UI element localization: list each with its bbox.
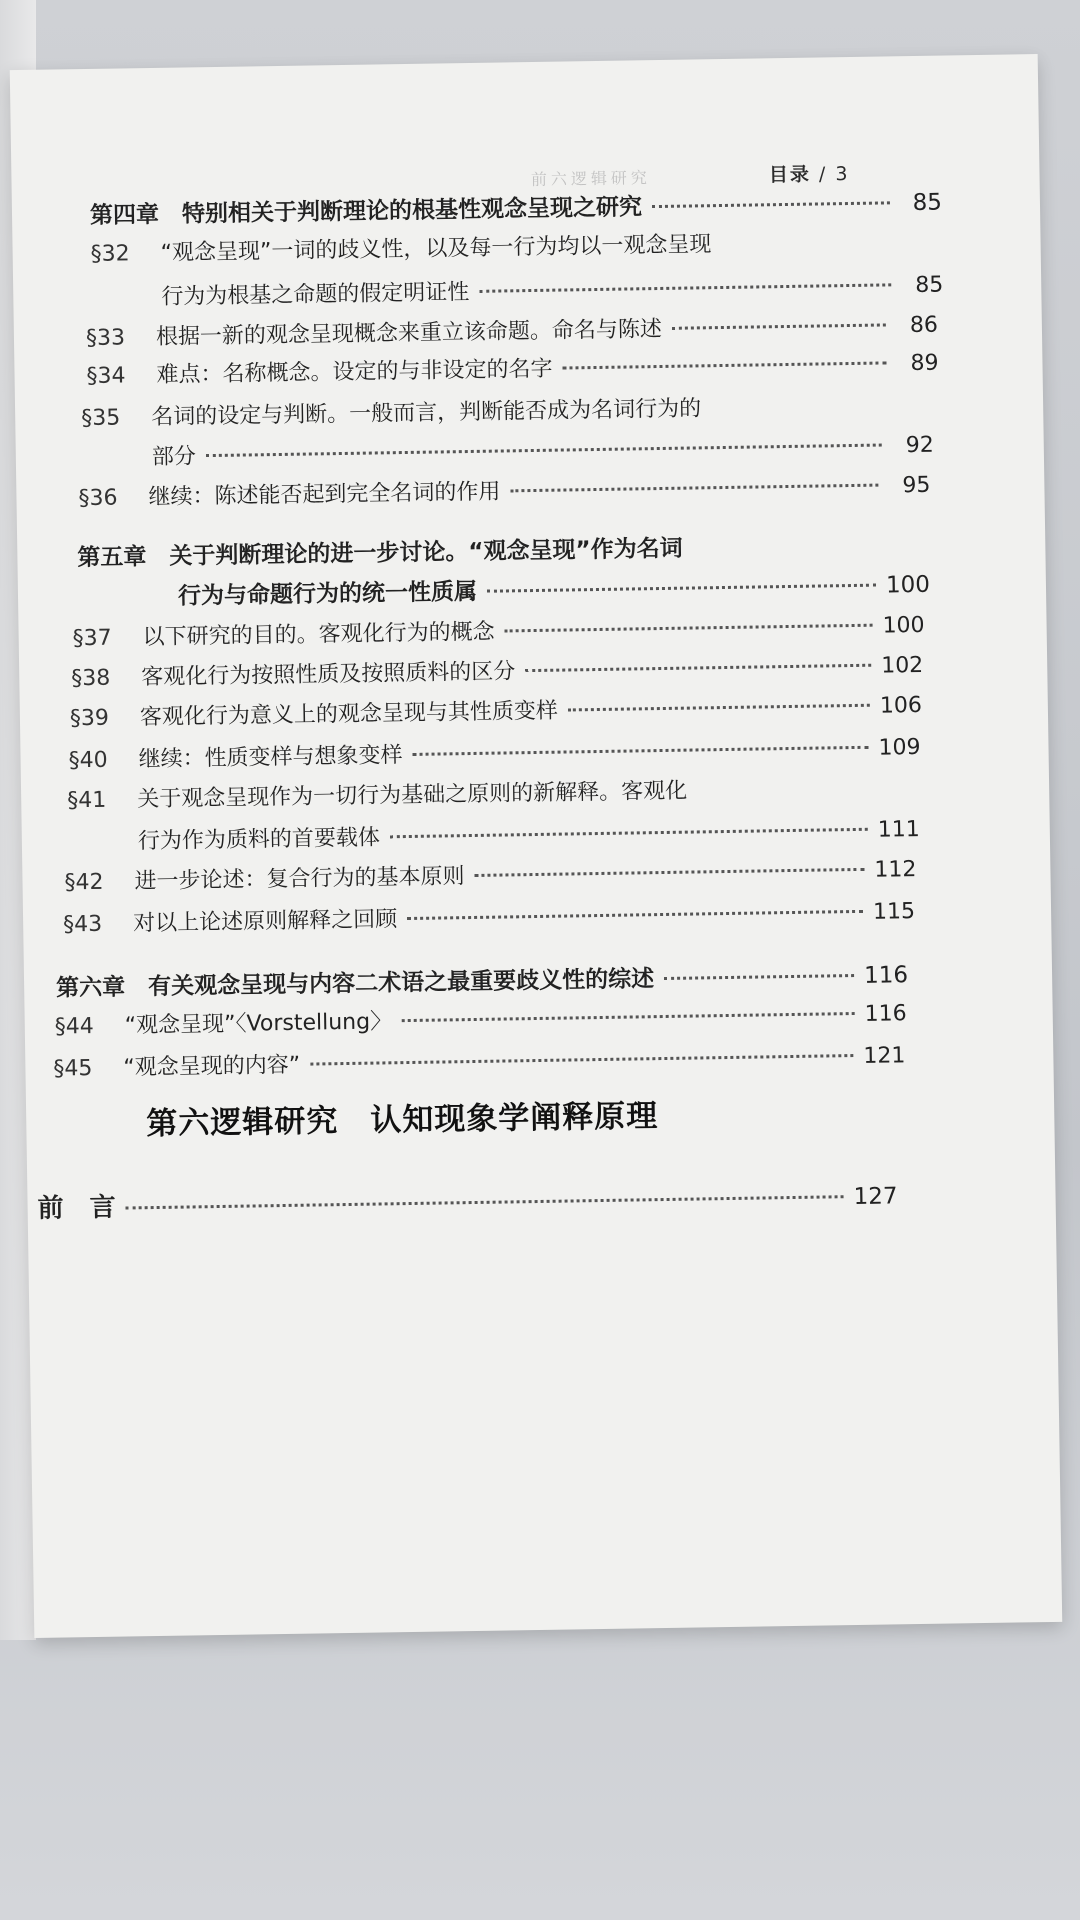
page-number: 86	[909, 312, 939, 339]
section-title: 客观化行为意义上的观念呈现与其性质变样	[139, 698, 559, 731]
page-number: 85	[915, 272, 944, 298]
chapter-entry	[78, 566, 930, 612]
leader-dots	[505, 624, 873, 633]
page-number: 111	[877, 816, 920, 843]
section-number	[91, 304, 161, 305]
section-number: §35	[81, 405, 121, 432]
section-entry	[86, 346, 938, 390]
header-label: 目录	[768, 163, 812, 187]
leader-dots	[402, 1012, 855, 1022]
leader-dots	[474, 868, 864, 877]
leader-dots	[126, 1195, 844, 1209]
section-title: 部分	[151, 444, 197, 470]
section-entry	[91, 268, 943, 312]
page-number: 95	[902, 472, 931, 499]
section-number: §33	[85, 325, 126, 352]
leader-dots	[390, 828, 868, 839]
page-number: 112	[874, 857, 917, 883]
leader-dots	[310, 1054, 853, 1066]
section-entry	[78, 468, 930, 512]
section-number: §44	[54, 1013, 94, 1040]
chapter-entry	[77, 526, 929, 572]
section-entry	[72, 608, 924, 652]
leader-dots	[568, 704, 870, 712]
leader-dots	[652, 201, 890, 208]
section-entry	[68, 730, 920, 774]
page-number: 115	[872, 899, 916, 925]
header-page-number: 3	[835, 162, 850, 186]
page-number: 109	[878, 734, 921, 761]
chapter-title: 第四章 特别相关于判断理论的根基性观念呈现之研究	[89, 194, 643, 229]
section-entry	[68, 812, 920, 856]
leader-dots	[525, 664, 871, 672]
section-title: 名词的设定与判断。一般而言，判断能否成为名词行为的	[151, 396, 702, 430]
section-number: §43	[62, 911, 103, 938]
leader-dots	[487, 584, 876, 593]
leader-dots	[510, 484, 878, 493]
page-number: 102	[881, 652, 924, 679]
leader-dots	[672, 323, 886, 329]
chapter-entry	[56, 956, 908, 1002]
section-entry	[90, 224, 942, 268]
page-number: 116	[863, 962, 909, 989]
page-number: 100	[882, 612, 925, 639]
section-entry	[64, 852, 916, 896]
page-number: 106	[879, 692, 923, 719]
page-number: 116	[864, 1001, 907, 1027]
section-entry	[81, 388, 933, 432]
section-title: 以下研究的目的。客观化行为的概念	[142, 619, 495, 651]
book-page	[10, 54, 1063, 1638]
chapter-title: 行为与命题行为的统一性质属	[177, 578, 478, 610]
section-title: 客观化行为按照性质及按照质料的区分	[141, 659, 516, 691]
preface-page: 127	[853, 1183, 898, 1211]
section-number	[82, 464, 152, 465]
page-number: 89	[910, 350, 939, 377]
page-number: 85	[912, 189, 943, 217]
section-title: 行为作为质料的首要载体	[137, 825, 381, 855]
chapter-entry	[90, 184, 942, 230]
chapter-title: 第五章 关于判断理论的进一步讨论。“观念呈现”作为名词	[77, 535, 683, 572]
page-number: 92	[905, 432, 934, 459]
part-title: 第六逻辑研究 认知现象学阐释原理	[146, 1098, 659, 1143]
section-entry	[63, 894, 915, 938]
section-entry	[55, 996, 907, 1040]
leader-dots	[413, 746, 869, 756]
section-entry	[70, 688, 922, 732]
section-entry	[82, 428, 934, 472]
section-entry	[53, 1038, 905, 1082]
section-number: §42	[64, 869, 104, 896]
section-number: §38	[71, 665, 111, 692]
section-number: §36	[78, 485, 118, 512]
section-number: §45	[53, 1055, 93, 1082]
section-number	[68, 848, 138, 849]
leader-dots	[664, 974, 854, 980]
section-number: §39	[69, 705, 110, 732]
page-number: 100	[885, 571, 931, 599]
section-title: “观念呈现”〈Vorstellung〉	[124, 1009, 393, 1039]
page-number: 121	[863, 1043, 906, 1069]
section-title: 继续：性质变样与想象变样	[138, 743, 403, 773]
section-title: “观念呈现”一词的歧义性，以及每一行为均以一观念呈现	[160, 232, 712, 266]
chapter-title: 第六章 有关观念呈现与内容二术语之最重要歧义性的综述	[55, 966, 655, 1002]
section-number: §32	[90, 241, 130, 267]
preface-title: 前 言	[37, 1192, 116, 1224]
leader-dots	[479, 283, 891, 292]
section-entry	[67, 770, 919, 814]
section-title: “观念呈现的内容”	[123, 1052, 301, 1081]
header-separator: /	[818, 163, 836, 186]
section-number: §40	[68, 747, 108, 774]
section-title: 对以上论述原则解释之回顾	[132, 907, 398, 937]
section-number: §37	[72, 625, 112, 652]
section-entry	[71, 648, 923, 692]
leader-dots	[206, 444, 882, 458]
section-title: 难点：名称概念。设定的与非设定的名字	[156, 356, 553, 388]
section-title: 关于观念呈现作为一切行为基础之原则的新解释。客观化	[137, 778, 688, 813]
indent	[78, 604, 178, 606]
section-number: §34	[86, 363, 126, 389]
section-entry	[86, 308, 938, 352]
section-title: 根据一新的观念呈现概念来重立该命题。命名与陈述	[155, 316, 663, 350]
preface-entry	[37, 1174, 897, 1225]
leader-dots	[407, 910, 863, 920]
bleed-through-title: 前六逻辑研究	[530, 168, 652, 189]
section-number: §41	[67, 787, 107, 814]
leader-dots	[562, 361, 886, 369]
section-title: 进一步论述：复合行为的基本原则	[134, 864, 465, 895]
section-title: 行为为根基之命题的假定明证性	[161, 279, 470, 310]
section-title: 继续：陈述能否起到完全名词的作用	[148, 479, 501, 511]
